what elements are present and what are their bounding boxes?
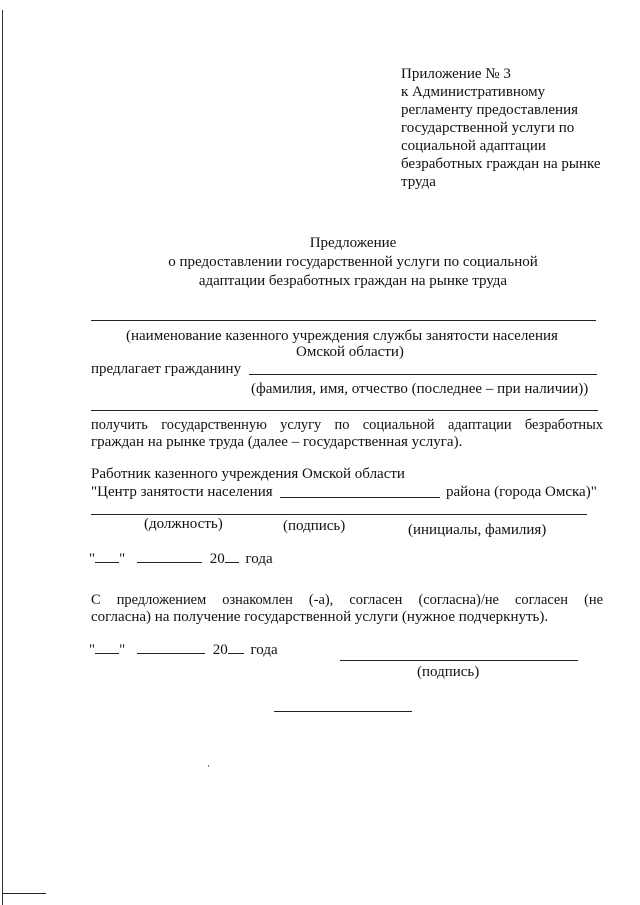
signature-caption: (подпись) [283,518,346,534]
appendix-line: к Административному [401,84,546,100]
employment-center-post: района (города Омска)" [446,484,597,500]
appendix-line: безработных граждан на рынке [401,156,601,172]
consent-text: С предложением ознакомлен (-а), согласен (согласна)/не согласен (не [91,592,603,608]
employment-center-pre: "Центр занятости населения [91,484,273,500]
title-line: о предоставлении государственной услуги по социальной [168,254,538,270]
citizen-name-field-line-2[interactable] [91,410,598,411]
appendix-line: регламенту предоставления [401,102,579,118]
date-field-2[interactable] [89,640,278,659]
quote-mark: " [119,551,126,567]
citizen-name-field-line[interactable] [249,374,597,375]
footer-rule [2,893,46,894]
district-field-line[interactable] [280,497,440,498]
year-prefix: 20 [209,551,225,567]
month-blank[interactable] [137,549,202,563]
day-blank[interactable] [95,549,119,563]
date-suffix: года [245,551,273,567]
appendix-line: Приложение № 3 [401,66,511,82]
title-heading: Предложение [309,235,397,251]
appendix-line: социальной адаптации [401,138,546,154]
consent-text: согласна) на получение государственной услуги (нужное подчеркнуть). [91,609,549,625]
signature-caption-2: (подпись) [417,664,480,680]
day-blank[interactable] [95,640,119,654]
citizen-signature-field-line[interactable] [340,660,578,661]
year-prefix: 20 [212,642,228,658]
date-suffix: года [250,642,278,658]
agency-caption: (наименование казенного учреждения службы занятости населения [126,328,558,344]
year-blank[interactable] [225,549,239,563]
quote-mark: " [89,642,96,658]
position-caption: (должность) [144,516,223,532]
closing-rule [274,711,412,712]
year-blank[interactable] [228,640,244,654]
quote-mark: " [119,642,126,658]
scan-edge-line [2,10,3,905]
worker-label: Работник казенного учреждения Омской области [91,466,405,482]
offers-label: предлагает гражданину [91,361,242,377]
title-line: адаптации безработных граждан на рынке труда [198,273,508,289]
date-field[interactable] [89,549,273,568]
appendix-line: труда [401,174,436,190]
appendix-line: государственной услуги по [401,120,575,136]
month-blank[interactable] [137,640,205,654]
initials-caption: (инициалы, фамилия) [408,522,547,538]
body-text: получить государственную услугу по социальной адаптации безработных [91,417,603,433]
agency-name-field-line[interactable] [91,320,596,321]
citizen-name-caption: (фамилия, имя, отчество (последнее – при наличии)) [251,381,589,397]
body-text: граждан на рынке труда (далее – государственная услуга). [91,434,463,450]
quote-mark: " [89,551,96,567]
agency-caption: Омской области) [296,344,404,360]
scan-dot [208,765,209,767]
